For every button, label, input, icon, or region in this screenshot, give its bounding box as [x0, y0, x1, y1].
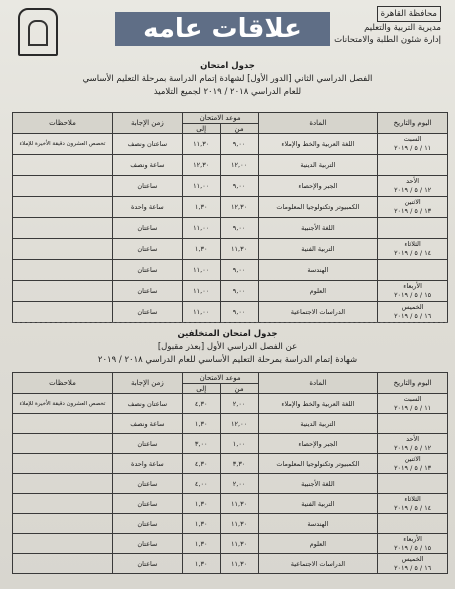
to-cell: ٤,٣٠: [182, 454, 220, 474]
duration-cell: ساعتان: [112, 494, 182, 514]
day-cell: [378, 197, 448, 218]
exam2-title: جدول امتحان المتخلفين: [177, 329, 278, 339]
table-row: [13, 454, 448, 474]
notes-cell: [13, 176, 113, 197]
col-to-header: إلى: [182, 124, 220, 134]
notes-cell: [13, 302, 113, 323]
duration-cell: ساعتان: [112, 260, 182, 281]
section-divider: [12, 322, 448, 323]
day-cell: [378, 494, 448, 514]
day-cell: [378, 218, 448, 239]
day-date: ١٦ / ٥ / ٢٠١٩: [394, 312, 432, 320]
subject-cell: الهندسة: [258, 514, 378, 534]
table-row: [13, 134, 448, 155]
from-cell: ١,٠٠: [220, 434, 258, 454]
to-cell: ١١,٠٠: [182, 281, 220, 302]
to-cell: ١,٣٠: [182, 494, 220, 514]
day-cell: [378, 281, 448, 302]
day-date: ١٥ / ٥ / ٢٠١٩: [394, 543, 432, 552]
notes-cell: تخصص العشرون دقيقة الأخيرة للإملاء: [13, 134, 113, 155]
duration-cell: ساعتان: [112, 281, 182, 302]
table-row: [13, 260, 448, 281]
col-duration-header: زمن الإجابة: [112, 373, 182, 394]
directorate-line: مديرية التربية والتعليم: [364, 23, 441, 33]
subject-cell: التربية الفنية: [258, 494, 378, 514]
day-name: الخميس: [401, 303, 424, 311]
table-row: [13, 434, 448, 454]
col-from-header: من: [220, 384, 258, 394]
subject-cell: العلوم: [258, 281, 378, 302]
from-cell: ١١,٣٠: [220, 534, 258, 554]
duration-cell: ساعة واحدة: [112, 197, 182, 218]
duration-cell: ساعتان ونصف: [112, 134, 182, 155]
day-name: الثلاثاء: [404, 494, 421, 503]
subject-cell: التربية الفنية: [258, 239, 378, 260]
day-name: الأربعاء: [403, 282, 422, 290]
day-cell: [378, 155, 448, 176]
table-row: [13, 414, 448, 434]
subject-cell: الدراسات الاجتماعية: [258, 554, 378, 574]
day-name: السبت: [403, 394, 422, 403]
to-cell: ١,٣٠: [182, 239, 220, 260]
table-row: [13, 176, 448, 197]
to-cell: ٤,٣٠: [182, 394, 220, 414]
exam1-year: للعام الدراسي ٢٠١٨ / ٢٠١٩ لجميع التلاميذ: [153, 87, 302, 97]
from-cell: ١٢,٣٠: [220, 197, 258, 218]
day-cell: [378, 134, 448, 155]
from-cell: ٩,٠٠: [220, 176, 258, 197]
from-cell: ٩,٠٠: [220, 302, 258, 323]
exam2-subtitle: عن الفصل الدراسي الأول [بعذر مقبول]: [157, 342, 298, 352]
duration-cell: ساعتان: [112, 434, 182, 454]
to-cell: ٤,٠٠: [182, 474, 220, 494]
exam1-table: [12, 112, 448, 323]
header-row: [13, 373, 448, 384]
subject-cell: التربية الدينية: [258, 155, 378, 176]
from-cell: ١٢,٠٠: [220, 155, 258, 176]
day-name: الأحد: [406, 434, 420, 443]
notes-cell: [13, 514, 113, 534]
from-cell: ٩,٠٠: [220, 260, 258, 281]
day-cell: [378, 260, 448, 281]
day-date: ١٢ / ٥ / ٢٠١٩: [394, 443, 432, 452]
col-from-header: من: [220, 124, 258, 134]
day-date: ١١ / ٥ / ٢٠١٩: [394, 144, 432, 152]
notes-cell: [13, 454, 113, 474]
duration-cell: ساعة واحدة: [112, 454, 182, 474]
notes-cell: [13, 414, 113, 434]
notes-cell: [13, 281, 113, 302]
notes-cell: [13, 239, 113, 260]
day-date: ١٣ / ٥ / ٢٠١٩: [394, 463, 432, 472]
department-line: إدارة شئون الطلبة والامتحانات: [334, 35, 441, 45]
table-row: [13, 281, 448, 302]
from-cell: ٩,٠٠: [220, 134, 258, 155]
col-duration-header: زمن الإجابة: [112, 113, 182, 134]
table-row: [13, 494, 448, 514]
duration-cell: ساعتان: [112, 474, 182, 494]
day-name: الأربعاء: [403, 534, 422, 543]
from-cell: ٩,٠٠: [220, 281, 258, 302]
col-notes-header: ملاحظات: [13, 113, 113, 134]
from-cell: ٢,٠٠: [220, 394, 258, 414]
notes-cell: [13, 155, 113, 176]
notes-cell: [13, 534, 113, 554]
to-cell: ١,٣٠: [182, 414, 220, 434]
col-subject-header: المادة: [258, 373, 378, 394]
day-cell: [378, 176, 448, 197]
col-day-header: اليوم والتاريخ: [378, 373, 448, 394]
day-cell: [378, 302, 448, 323]
day-name: الثلاثاء: [404, 240, 421, 248]
duration-cell: ساعتان: [112, 218, 182, 239]
duration-cell: ساعتان: [112, 176, 182, 197]
from-cell: ١٢,٠٠: [220, 414, 258, 434]
table-row: [13, 474, 448, 494]
notes-cell: [13, 218, 113, 239]
exam2-table: [12, 372, 448, 574]
table-row: [13, 554, 448, 574]
day-cell: [378, 534, 448, 554]
day-date: ١٣ / ٥ / ٢٠١٩: [394, 207, 432, 215]
day-date: ١٤ / ٥ / ٢٠١٩: [394, 249, 432, 257]
subject-cell: الدراسات الاجتماعية: [258, 302, 378, 323]
day-name: الأحد: [406, 177, 420, 185]
day-date: ١١ / ٥ / ٢٠١٩: [394, 403, 432, 412]
duration-cell: ساعتان: [112, 239, 182, 260]
day-name: الاثنين: [404, 454, 421, 463]
col-day-header: اليوم والتاريخ: [378, 113, 448, 134]
duration-cell: ساعتان ونصف: [112, 394, 182, 414]
header-row: [13, 113, 448, 124]
governorate-line: محافظة القاهرة: [377, 6, 441, 22]
day-name: الخميس: [401, 554, 424, 563]
table-row: [13, 302, 448, 323]
exam2-year: شهادة إتمام الدراسة بمرحلة التعليم الأساسي للعام الدراسي ٢٠١٨ / ٢٠١٩: [97, 355, 358, 365]
exam1-title: جدول امتحان: [200, 61, 255, 71]
table-row: [13, 155, 448, 176]
subject-cell: الكمبيوتر وتكنولوجيا المعلومات: [258, 197, 378, 218]
from-cell: ٢,٠٠: [220, 474, 258, 494]
to-cell: ٣,٠٠: [182, 434, 220, 454]
from-cell: ٣,٣٠: [220, 454, 258, 474]
col-subject-header: المادة: [258, 113, 378, 134]
table-row: [13, 197, 448, 218]
to-cell: ١١,٠٠: [182, 218, 220, 239]
subject-cell: اللغة العربية والخط والإملاء: [258, 134, 378, 155]
col-time-header: موعد الامتحان: [182, 373, 258, 384]
day-date: ١٢ / ٥ / ٢٠١٩: [394, 186, 432, 194]
table-row: [13, 239, 448, 260]
subject-cell: الجبر والإحصاء: [258, 176, 378, 197]
from-cell: ١١,٣٠: [220, 554, 258, 574]
day-cell: [378, 474, 448, 494]
col-time-header: موعد الامتحان: [182, 113, 258, 124]
table-row: [13, 218, 448, 239]
day-cell: [378, 239, 448, 260]
from-cell: ٩,٠٠: [220, 218, 258, 239]
notes-cell: [13, 197, 113, 218]
to-cell: ١,٣٠: [182, 554, 220, 574]
day-cell: [378, 454, 448, 474]
day-cell: [378, 434, 448, 454]
ministry-logo: [18, 8, 58, 56]
to-cell: ١,٣٠: [182, 514, 220, 534]
subject-cell: اللغة الأجنبية: [258, 218, 378, 239]
subject-cell: اللغة الأجنبية: [258, 474, 378, 494]
day-date: ١٦ / ٥ / ٢٠١٩: [394, 563, 432, 572]
col-to-header: إلى: [182, 384, 220, 394]
from-cell: ١١,٣٠: [220, 239, 258, 260]
duration-cell: ساعة ونصف: [112, 155, 182, 176]
to-cell: ١١,٠٠: [182, 260, 220, 281]
day-name: الاثنين: [404, 198, 421, 206]
day-cell: [378, 394, 448, 414]
notes-cell: [13, 260, 113, 281]
from-cell: ١١,٣٠: [220, 494, 258, 514]
day-date: ١٥ / ٥ / ٢٠١٩: [394, 291, 432, 299]
table-row: [13, 514, 448, 534]
notes-cell: [13, 434, 113, 454]
subject-cell: اللغة العربية والخط والإملاء: [258, 394, 378, 414]
subject-cell: التربية الدينية: [258, 414, 378, 434]
to-cell: ١٢,٣٠: [182, 155, 220, 176]
day-cell: [378, 514, 448, 534]
duration-cell: ساعتان: [112, 554, 182, 574]
day-name: السبت: [403, 135, 422, 143]
table-row: [13, 534, 448, 554]
notes-cell: [13, 554, 113, 574]
subject-cell: الهندسة: [258, 260, 378, 281]
public-relations-banner: علاقات عامه: [115, 12, 330, 46]
subject-cell: الجبر والإحصاء: [258, 434, 378, 454]
notes-cell: [13, 474, 113, 494]
exam1-subtitle: الفصل الدراسي الثاني [الدور الأول] لشهادة إتمام الدراسة بمرحلة التعليم الأساسي: [82, 74, 373, 84]
day-date: ١٤ / ٥ / ٢٠١٩: [394, 503, 432, 512]
notes-cell: [13, 494, 113, 514]
to-cell: ١١,٠٠: [182, 176, 220, 197]
to-cell: ١,٣٠: [182, 534, 220, 554]
day-cell: [378, 554, 448, 574]
table-row: [13, 394, 448, 414]
duration-cell: ساعة ونصف: [112, 414, 182, 434]
col-notes-header: ملاحظات: [13, 373, 113, 394]
subject-cell: العلوم: [258, 534, 378, 554]
day-cell: [378, 414, 448, 434]
duration-cell: ساعتان: [112, 302, 182, 323]
duration-cell: ساعتان: [112, 534, 182, 554]
duration-cell: ساعتان: [112, 514, 182, 534]
from-cell: ١١,٣٠: [220, 514, 258, 534]
to-cell: ١١,٣٠: [182, 134, 220, 155]
notes-cell: تخصص العشرون دقيقة الأخيرة للإملاء: [13, 394, 113, 414]
to-cell: ١,٣٠: [182, 197, 220, 218]
subject-cell: الكمبيوتر وتكنولوجيا المعلومات: [258, 454, 378, 474]
to-cell: ١١,٠٠: [182, 302, 220, 323]
